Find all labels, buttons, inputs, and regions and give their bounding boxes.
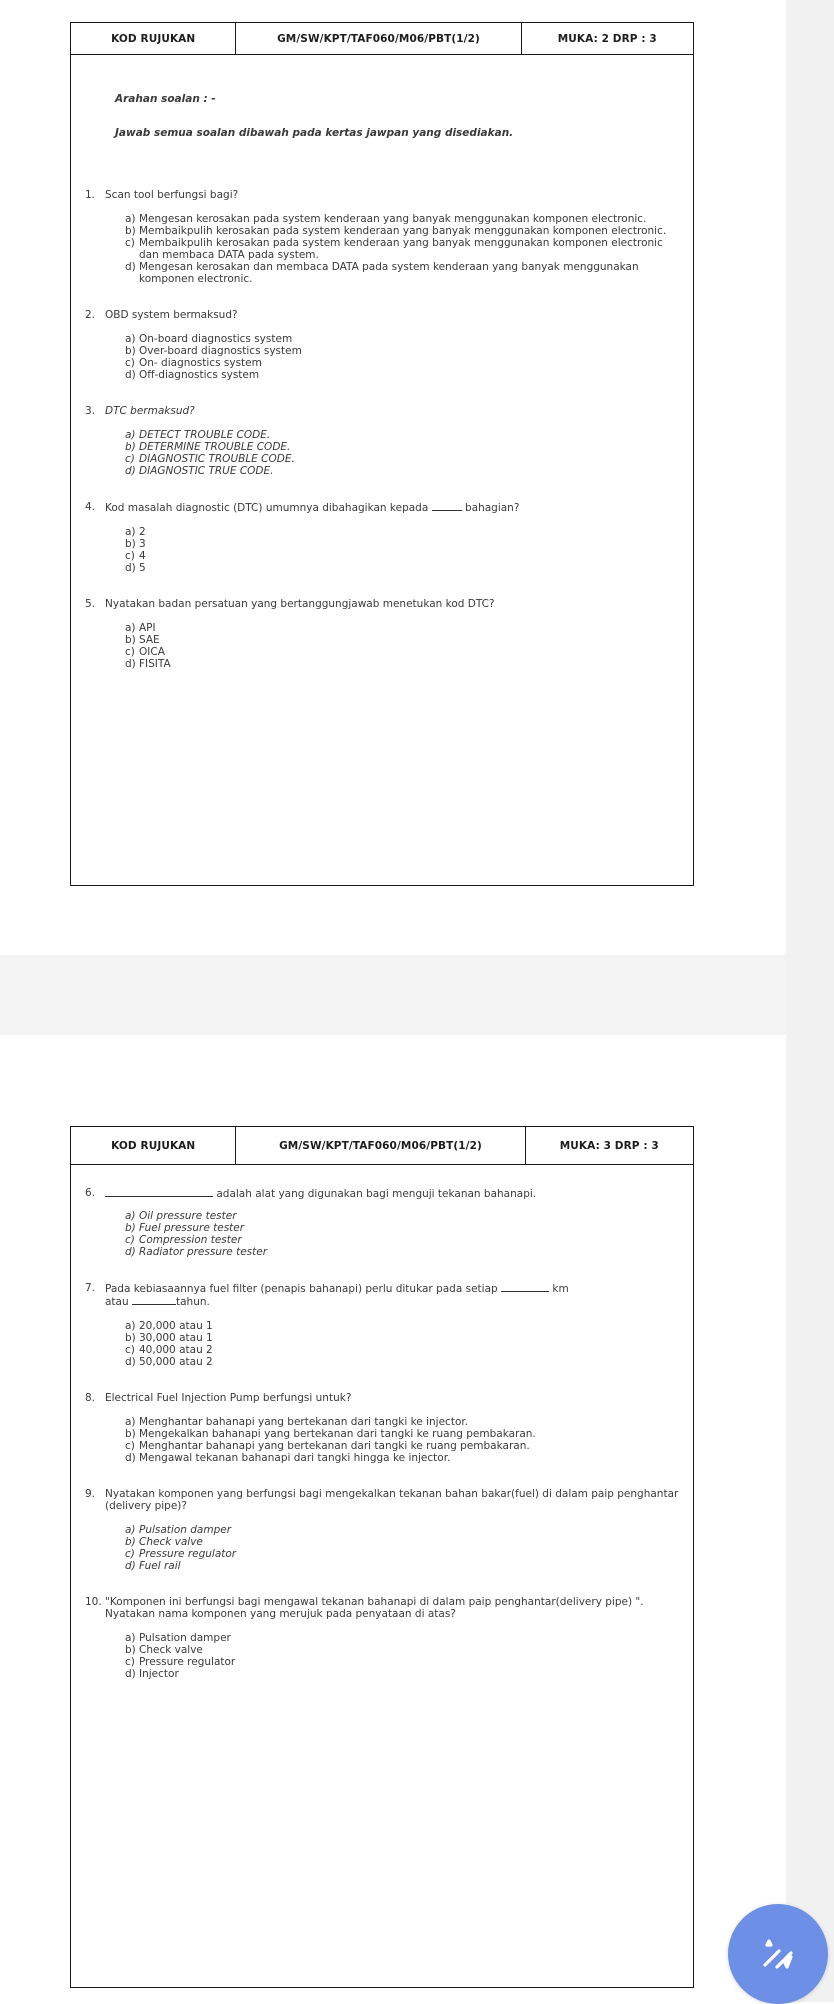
option: a) On-board diagnostics system	[125, 333, 293, 345]
options-list	[85, 526, 679, 574]
option: a) 20,000 atau 1	[125, 1320, 213, 1332]
exam-page-2	[70, 22, 694, 886]
question-text: "Komponen ini berfungsi bagi mengawal tekanan bahanapi di dalam paip penghantar(delivery pipe) ". Nyatakan nama komponen yang merujuk pada penyataan di atas?	[105, 1596, 644, 1620]
option: d) FISITA	[125, 658, 171, 670]
answer-blank	[105, 1187, 213, 1197]
options-list	[85, 213, 679, 285]
option: d) 5	[125, 562, 146, 574]
option: d) Fuel rail	[125, 1560, 181, 1572]
option: c) 40,000 atau 2	[125, 1344, 213, 1356]
option: a) Mengesan kerosakan pada system kenderaan yang banyak menggunakan komponen electronic.	[125, 213, 647, 225]
question-text: adalah alat yang digunakan bagi menguji tekanan bahanapi.	[105, 1187, 679, 1200]
option: b) Membaikpulih kerosakan pada system kenderaan yang banyak menggunakan komponen electronic.	[125, 225, 667, 237]
instructions-text: Jawab semua soalan dibawah pada kertas jawpan yang disediakan.	[115, 127, 514, 139]
options-list	[85, 1416, 679, 1464]
option: b) Check valve	[125, 1536, 203, 1548]
exam-page-3	[70, 1126, 694, 1988]
option: b) 30,000 atau 1	[125, 1332, 213, 1344]
instructions-heading: Arahan soalan : -	[115, 93, 216, 105]
option: a) Oil pressure tester	[125, 1210, 237, 1222]
question-3: 3. DTC bermaksud? a) DETECT TROUBLE CODE. b) DETERMINE TROUBLE CODE. c) DIAGNOSTIC TROUBLE CODE. d) DIAGNOSTIC TRUE CODE.	[85, 405, 679, 477]
option: c) OICA	[125, 646, 165, 658]
question-9: 9. Nyatakan komponen yang berfungsi bagi mengekalkan tekanan bahan bakar(fuel) di dalam paip penghantar (delivery pipe)? a) Pulsation damper b) Check valve c) Pressure regulator d) Fuel rail	[85, 1488, 679, 1572]
scroll-margin	[786, 0, 834, 2002]
option: b) Over-board diagnostics system	[125, 345, 302, 357]
question-2: 2. OBD system bermaksud? a) On-board diagnostics system b) Over-board diagnostics system c) On- diagnostics system d) Off-diagnostics system	[85, 309, 679, 381]
page-header	[71, 23, 693, 55]
edit-fab-button[interactable]	[728, 1904, 828, 2004]
option: d) DIAGNOSTIC TRUE CODE.	[125, 465, 274, 477]
question-text: OBD system bermaksud?	[105, 309, 238, 321]
option: b) SAE	[125, 634, 160, 646]
option: b) DETERMINE TROUBLE CODE.	[125, 441, 291, 453]
option: d) Radiator pressure tester	[125, 1246, 268, 1258]
answer-blank	[432, 501, 462, 511]
reference-code: GM/SW/KPT/TAF060/M06/PBT(1/2)	[236, 23, 521, 54]
page-header	[71, 1127, 693, 1165]
kod-rujukan-label: KOD RUJUKAN	[71, 1127, 236, 1164]
question-number: 1.	[85, 189, 96, 201]
option: d) Injector	[125, 1668, 179, 1680]
question-text: Nyatakan badan persatuan yang bertanggungjawab menetukan kod DTC?	[105, 598, 495, 610]
option: d) 50,000 atau 2	[125, 1356, 213, 1368]
options-list	[85, 429, 679, 477]
page-number: MUKA: 3 DRP : 3	[559, 1139, 659, 1152]
question-8: 8. Electrical Fuel Injection Pump berfungsi untuk? a) Menghantar bahanapi yang bertekanan dari tangki ke injector. b) Mengekalkan bahanapi yang bertekanan dari tangki ke ruang pembakaran. c) Menghantar bahanapi yang bertekanan dari tangki ke ruang pembakaran. d) Mengawal tekanan bahanapi dari tangki hingga ke injector.	[85, 1392, 679, 1464]
page-gap	[0, 955, 834, 1035]
question-text: Scan tool berfungsi bagi?	[105, 189, 239, 201]
option: a) Pulsation damper	[125, 1632, 231, 1644]
option: c) On- diagnostics system	[125, 357, 262, 369]
option: c) Menghantar bahanapi yang bertekanan dari tangki ke ruang pembakaran.	[125, 1440, 530, 1452]
page-number: MUKA: 2 DRP : 3	[557, 32, 657, 45]
answer-blank-tahun	[132, 1295, 176, 1305]
question-text: Kod masalah diagnostic (DTC) umumnya dibahagikan kepada bahagian?	[105, 502, 520, 514]
options-list	[85, 1524, 679, 1572]
question-5: 5. Nyatakan badan persatuan yang bertanggungjawab menetukan kod DTC? a) API b) SAE c) OICA d) FISITA	[85, 598, 679, 670]
question-7: 7. Pada kebiasaannya fuel filter (penapis bahanapi) perlu ditukar pada setiap km atau tahun. a) 20,000 atau 1 b) 30,000 atau 1 c) 40,000 atau 2 d) 50,000 atau 2	[85, 1282, 679, 1368]
option: d) Off-diagnostics system	[125, 369, 260, 381]
option: b) Check valve	[125, 1644, 203, 1656]
option: c) Pressure regulator	[125, 1656, 236, 1668]
edit-pen-icon	[757, 1933, 799, 1975]
question-6: 6. adalah alat yang digunakan bagi menguji tekanan bahanapi. a) Oil pressure tester b) Fuel pressure tester c) Compression tester d) Radiator pressure tester	[85, 1187, 679, 1258]
option: d) Mengawal tekanan bahanapi dari tangki hingga ke injector.	[125, 1452, 451, 1464]
option: c) Pressure regulator	[125, 1548, 237, 1560]
option: a) API	[125, 622, 156, 634]
option: b) 3	[125, 538, 146, 550]
options-list	[85, 1320, 679, 1368]
option: c) 4	[125, 550, 146, 562]
option: b) Fuel pressure tester	[125, 1222, 245, 1234]
option: a) Pulsation damper	[125, 1524, 232, 1536]
option: a) Menghantar bahanapi yang bertekanan dari tangki ke injector.	[125, 1416, 469, 1428]
kod-rujukan-label: KOD RUJUKAN	[71, 23, 236, 54]
option: d) Mengesan kerosakan dan membaca DATA pada system kenderaan yang banyak menggunakan komponen electronic.	[125, 261, 639, 285]
question-text: Nyatakan komponen yang berfungsi bagi mengekalkan tekanan bahan bakar(fuel) di dalam paip penghantar (delivery pipe)?	[105, 1488, 679, 1512]
options-list	[85, 1210, 679, 1258]
reference-code: GM/SW/KPT/TAF060/M06/PBT(1/2)	[236, 1127, 525, 1164]
answer-blank-km	[501, 1282, 549, 1292]
question-text: Pada kebiasaannya fuel filter (penapis bahanapi) perlu ditukar pada setiap km atau tahun.	[105, 1283, 569, 1308]
question-text: DTC bermaksud?	[105, 405, 195, 417]
question-1	[85, 189, 679, 285]
option: a) DETECT TROUBLE CODE.	[125, 429, 271, 441]
question-text: Electrical Fuel Injection Pump berfungsi untuk?	[105, 1392, 352, 1404]
option: b) Mengekalkan bahanapi yang bertekanan dari tangki ke ruang pembakaran.	[125, 1428, 536, 1440]
option: c) DIAGNOSTIC TROUBLE CODE.	[125, 453, 295, 465]
question-4: 4. Kod masalah diagnostic (DTC) umumnya dibahagikan kepada bahagian? a) 2 b) 3 c) 4 d) 5	[85, 501, 679, 574]
option: a) 2	[125, 526, 146, 538]
option: c) Compression tester	[125, 1234, 242, 1246]
options-list	[85, 1632, 679, 1680]
question-10: 10. "Komponen ini berfungsi bagi mengawal tekanan bahanapi di dalam paip penghantar(delivery pipe) ". Nyatakan nama komponen yang merujuk pada penyataan di atas? a) Pulsation damper b) Check valve c) Pressure regulator d) Injector	[85, 1596, 679, 1680]
options-list	[85, 622, 679, 670]
options-list	[85, 333, 679, 381]
option: c) Membaikpulih kerosakan pada system kenderaan yang banyak menggunakan komponen electronic dan membaca DATA pada system.	[125, 237, 663, 261]
